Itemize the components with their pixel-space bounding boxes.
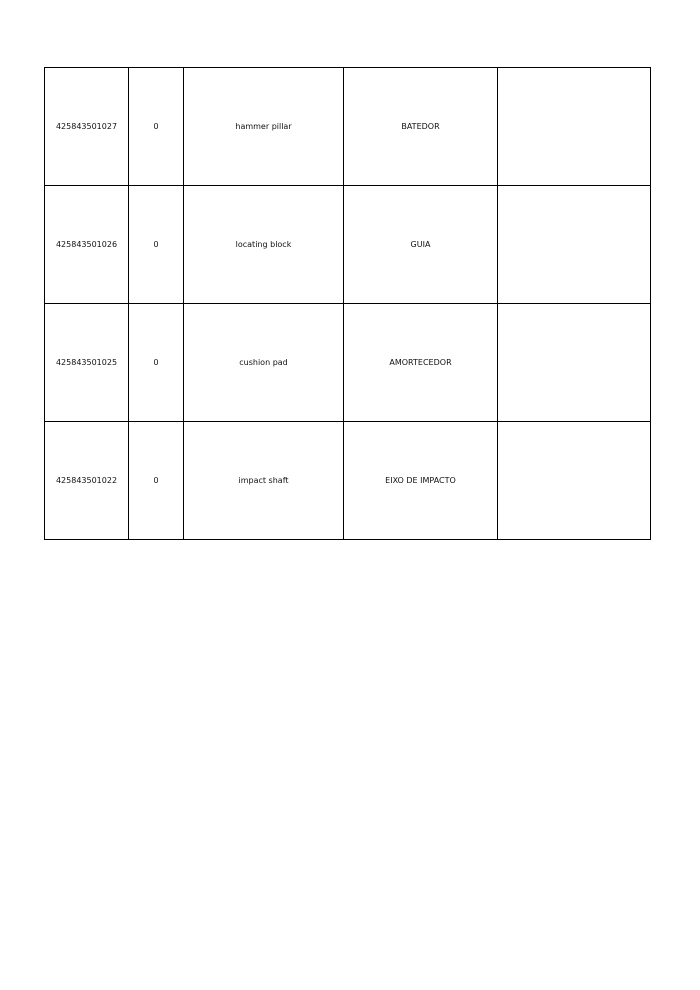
part-code-cell: 425843501026	[45, 186, 129, 304]
table-row	[45, 186, 651, 304]
description-en-cell: locating block	[184, 186, 344, 304]
quantity-cell: 0	[129, 186, 184, 304]
description-pt-cell: AMORTECEDOR	[344, 304, 498, 422]
table-row	[45, 304, 651, 422]
notes-cell	[498, 422, 651, 540]
part-code-cell: 425843501022	[45, 422, 129, 540]
description-pt-cell: GUIA	[344, 186, 498, 304]
part-code-cell: 425843501027	[45, 68, 129, 186]
quantity-cell: 0	[129, 304, 184, 422]
quantity-cell: 0	[129, 68, 184, 186]
description-pt-cell: BATEDOR	[344, 68, 498, 186]
quantity-cell: 0	[129, 422, 184, 540]
description-en-cell: impact shaft	[184, 422, 344, 540]
notes-cell	[498, 186, 651, 304]
notes-cell	[498, 304, 651, 422]
parts-table	[44, 67, 651, 540]
description-en-cell: hammer pillar	[184, 68, 344, 186]
description-pt-cell: EIXO DE IMPACTO	[344, 422, 498, 540]
description-en-cell: cushion pad	[184, 304, 344, 422]
part-code-cell: 425843501025	[45, 304, 129, 422]
table-row	[45, 422, 651, 540]
notes-cell	[498, 68, 651, 186]
table-row	[45, 68, 651, 186]
